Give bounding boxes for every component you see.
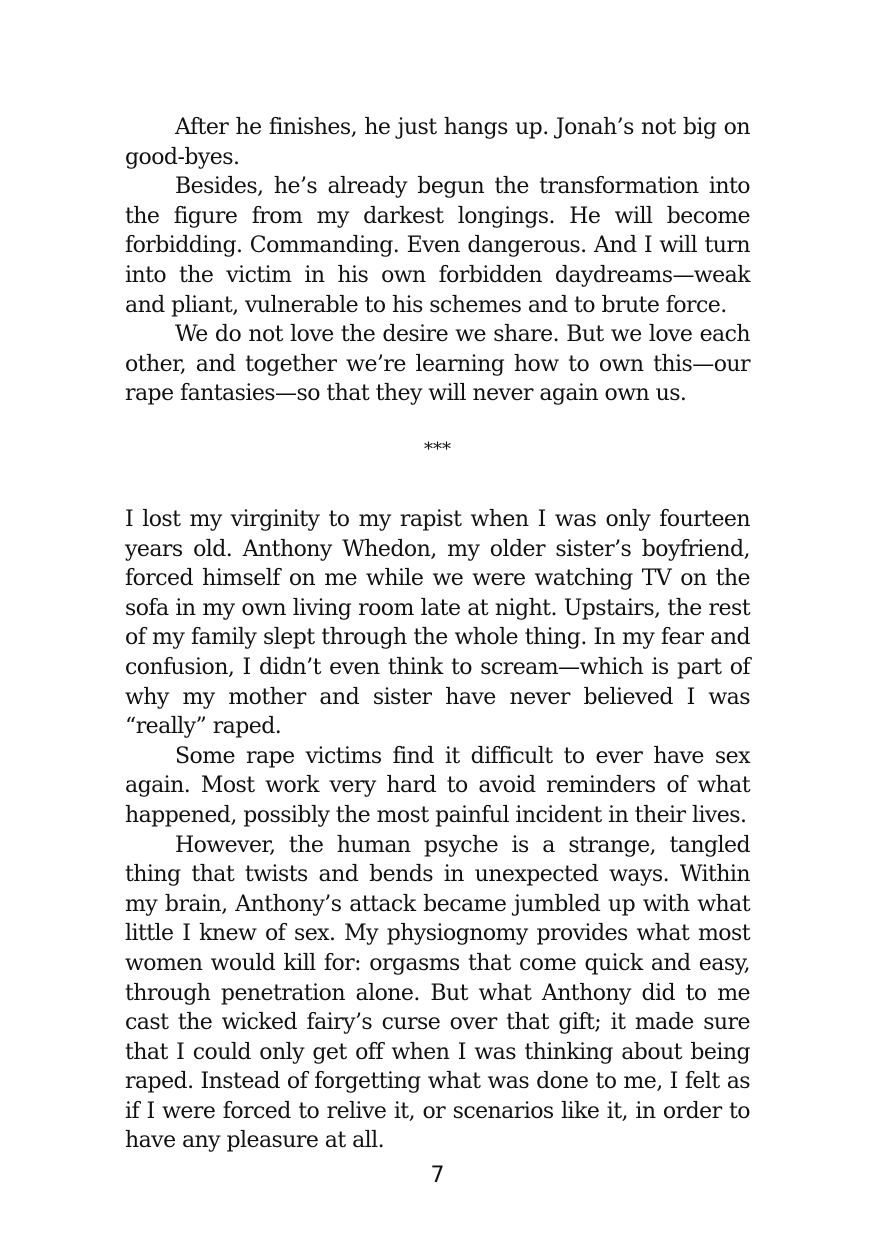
section-separator: *** — [424, 439, 451, 460]
page-number: 7 — [430, 1163, 445, 1188]
paragraph: I lost my virginity to my rapist when I was only fourteen years old. Anthony Whedon, my older sister’s boyfriend, forced himself on me while we were watching TV on the sofa in my own living room late at night. Upstairs, the rest of my family slept through the whole thing. In my fear and confusion, I didn’t even think to scream—which is part of why my mother and sister have never believed I was “really” raped. — [125, 507, 750, 740]
section-one-text — [125, 113, 750, 409]
paragraph: After he finishes, he just hangs up. Jonah’s not big on good-byes. — [125, 115, 750, 170]
paragraph: However, the human psyche is a strange, tangled thing that twists and bends in unexpected ways. Within my brain, Anthony’s attack became jumbled up with what little I knew of sex. My physiognomy provides what most women would kill for: orgasms that come quick and easy, through penetration alone. But what Anthony did to me cast the wicked fairy’s curse over that gift; it made sure that I could only get off when I was thinking about being raped. Instead of forgetting what was done to me, I felt as if I were forced to relive it, or scenarios like it, in order to have any pleasure at all. — [125, 832, 750, 1154]
section-two-text — [125, 505, 750, 1156]
paragraph: Some rape victims find it difficult to ever have sex again. Most work very hard to avoid reminders of what happened, possibly the most painful incident in their lives. — [125, 743, 750, 828]
paragraph: Besides, he’s already begun the transformation into the figure from my darkest longings. He will become forbidding. Commanding. Even dangerous. And I will turn into the victim in his own forbidden daydreams—weak and pliant, vulnerable to his schemes and to brute force. — [125, 174, 750, 318]
paragraph: We do not love the desire we share. But we love each other, and together we’re learning how to own this—our rape fantasies—so that they will never again own us. — [125, 322, 750, 407]
